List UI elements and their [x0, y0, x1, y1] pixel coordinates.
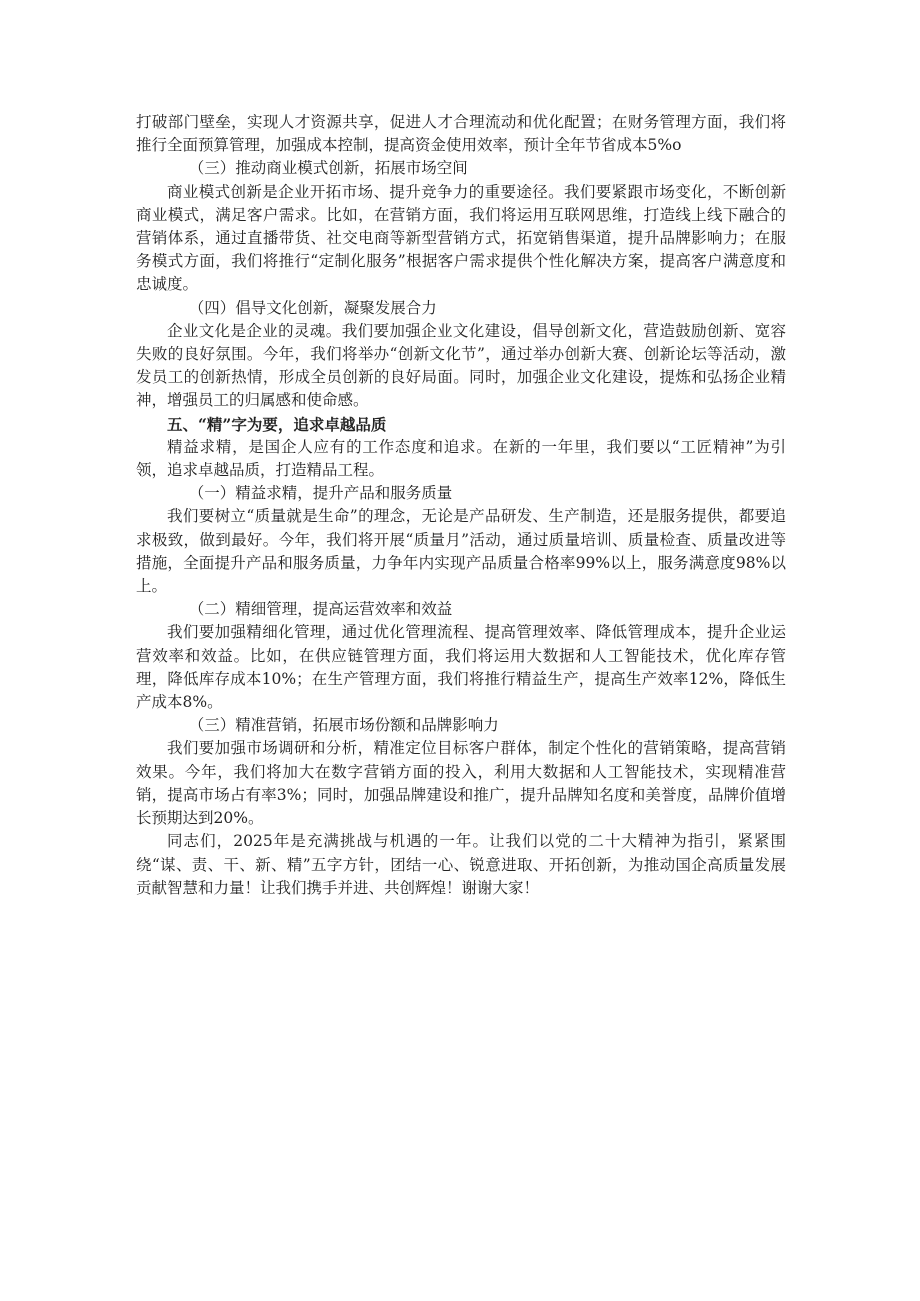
paragraph-excellence-intro: 精益求精，是国企人应有的工作态度和追求。在新的一年里，我们要以“工匠精神”为引领，追求卓越品质，打造精品工程。	[136, 437, 786, 480]
paragraph-culture: 企业文化是企业的灵魂。我们要加强企业文化建设，倡导创新文化，营造鼓励创新、宽容失败的良好氛围。今年，我们将举办“创新文化节”，通过举办创新大赛、创新论坛等活动，激发员工的创新热情，形成全员创新的良好局面。同时，加强企业文化建设，提炼和弘扬企业精神，增强员工的归属感和使命感。	[136, 321, 786, 410]
paragraph-quality: 我们要树立“质量就是生命”的理念，无论是产品研发、生产制造，还是服务提供，都要追求极致，做到最好。今年，我们将开展“质量月”活动，通过质量培训、质量检查、质量改进等措施，全面提升产品和服务质量，力争年内实现产品质量合格率99%以上，服务满意度98%以上。	[136, 507, 786, 596]
paragraph-closing: 同志们，2025年是充满挑战与机遇的一年。让我们以党的二十大精神为指引，紧紧围绕“谋、责、干、新、精”五字方针，团结一心、锐意进取、开拓创新，为推动国企高质量发展贡献智慧和力量！让我们携手并进、共创辉煌！谢谢大家！	[136, 832, 786, 897]
subheading-business-model: （三）推动商业模式创新，拓展市场空间	[188, 159, 468, 178]
section-heading-five: 五、“精”字为要，追求卓越品质	[167, 414, 387, 434]
paragraph-finance: 打破部门壁垒，实现人才资源共享，促进人才合理流动和优化配置；在财务管理方面，我们将推行全面预算管理，加强成本控制，提高资金使用效率，预计全年节省成本5%o	[136, 113, 786, 155]
paragraph-marketing: 我们要加强市场调研和分析，精准定位目标客户群体，制定个性化的营销策略，提高营销效果。今年，我们将加大在数字营销方面的投入，利用大数据和人工智能技术，实现精准营销，提高市场占有率3%；同时，加强品牌建设和推广，提升品牌知名度和美誉度，品牌价值增长预期达到20%。	[136, 739, 786, 828]
paragraph-business-model: 商业模式创新是企业开拓市场、提升竞争力的重要途径。我们要紧跟市场变化，不断创新商业模式，满足客户需求。比如，在营销方面，我们将运用互联网思维，打造线上线下融合的营销体系，通过直播带货、社交电商等新型营销方式，拓宽销售渠道，提升品牌影响力；在服务模式方面，我们将推行“定制化服务”根据客户需求提供个性化解决方案，提高客户满意度和忠诚度。	[136, 182, 786, 294]
document-body	[136, 111, 786, 900]
subheading-management: （二）精细管理，提高运营效率和效益	[188, 600, 453, 619]
subheading-marketing: （三）精准营销，拓展市场份额和品牌影响力	[188, 716, 499, 735]
paragraph-management: 我们要加强精细化管理，通过优化管理流程、提高管理效率、降低管理成本，提升企业运营效率和效益。比如，在供应链管理方面，我们将运用大数据和人工智能技术，优化库存管理，降低库存成本10%；在生产管理方面，我们将推行精益生产，提高生产效率12%，降低生产成本8%。	[136, 623, 786, 712]
subheading-culture: （四）倡导文化创新，凝聚发展合力	[188, 298, 437, 317]
subheading-quality: （一）精益求精，提升产品和服务质量	[188, 484, 453, 503]
